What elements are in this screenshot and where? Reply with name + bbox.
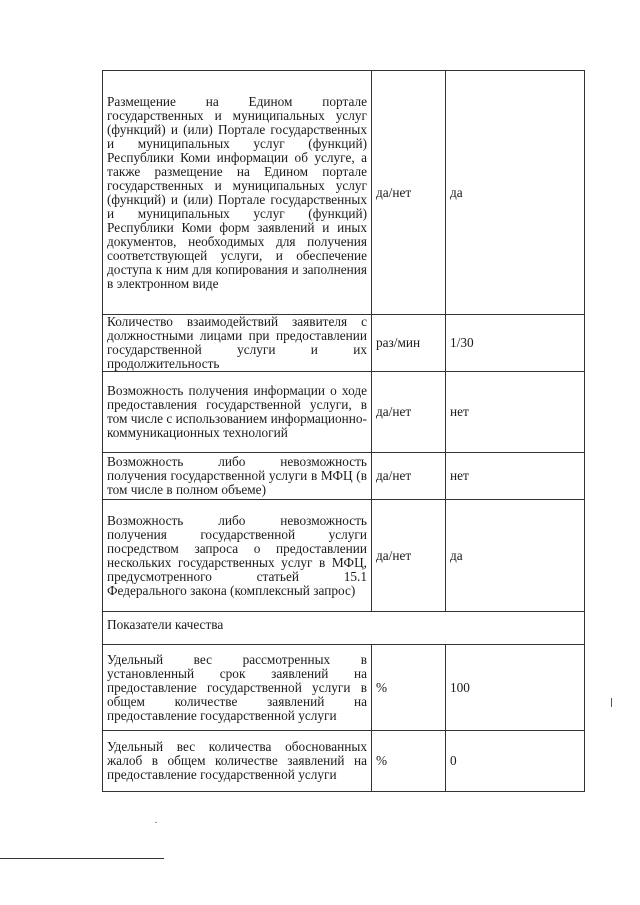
indicator-value: нет	[446, 372, 585, 453]
table-row	[103, 372, 585, 453]
scan-mark	[611, 698, 612, 707]
indicator-value: да	[446, 71, 585, 315]
table-row	[103, 731, 585, 792]
indicator-value: нет	[446, 453, 585, 500]
indicator-description: Возможность получения информации о ходе предоставления государственной услуги, в том числе с использованием информационно-коммуникационных технологий	[103, 372, 372, 453]
indicator-unit: да/нет	[372, 500, 446, 612]
table-row	[103, 315, 585, 372]
indicator-value: 0	[446, 731, 585, 792]
table-row	[103, 453, 585, 500]
section-header-row	[103, 612, 585, 645]
indicators-table	[102, 70, 585, 792]
indicator-unit: раз/мин	[372, 315, 446, 372]
indicator-value: 100	[446, 645, 585, 731]
table-row	[103, 645, 585, 731]
table-row	[103, 71, 585, 315]
indicator-unit: %	[372, 731, 446, 792]
indicator-unit: да/нет	[372, 453, 446, 500]
table-row	[103, 500, 585, 612]
indicator-description: Удельный вес рассмотренных в установленный срок заявлений на предоставление государственной услуги в общем количестве заявлений на предоставление государственной услуги	[103, 645, 372, 731]
indicator-description: Количество взаимодействий заявителя с должностными лицами при предоставлении государственной услуги и их продолжительность	[103, 315, 372, 372]
footnote-separator	[0, 858, 164, 859]
scan-speck	[155, 822, 157, 823]
section-title: Показатели качества	[103, 612, 585, 645]
indicator-description: Возможность либо невозможность получения государственной услуги в МФЦ (в том числе в полном объеме)	[103, 453, 372, 500]
indicator-value: 1/30	[446, 315, 585, 372]
indicator-unit: да/нет	[372, 71, 446, 315]
indicator-unit: %	[372, 645, 446, 731]
indicator-description: Возможность либо невозможность получения государственной услуги посредством запроса о предоставлении нескольких государственных услуг в МФЦ, предусмотренного статьей 15.1 Федерального закона (комплексный запрос)	[103, 500, 372, 612]
indicator-description: Удельный вес количества обоснованных жалоб в общем количестве заявлений на предоставление государственной услуги	[103, 731, 372, 792]
indicator-value: да	[446, 500, 585, 612]
indicator-unit: да/нет	[372, 372, 446, 453]
indicator-description: Размещение на Едином портале государственных и муниципальных услуг (функций) и (или) Портале государственных и муниципальных услуг (функций) Республики Коми информации об услуге, а также размещение на Едином портале государственных и муниципальных услуг (функций) и (или) Портале государственных и муниципальных услуг (функций) Республики Коми форм заявлений и иных документов, необходимых для получения соответствующей услуги, и обеспечение доступа к ним для копирования и заполнения в электронном виде	[103, 71, 372, 315]
